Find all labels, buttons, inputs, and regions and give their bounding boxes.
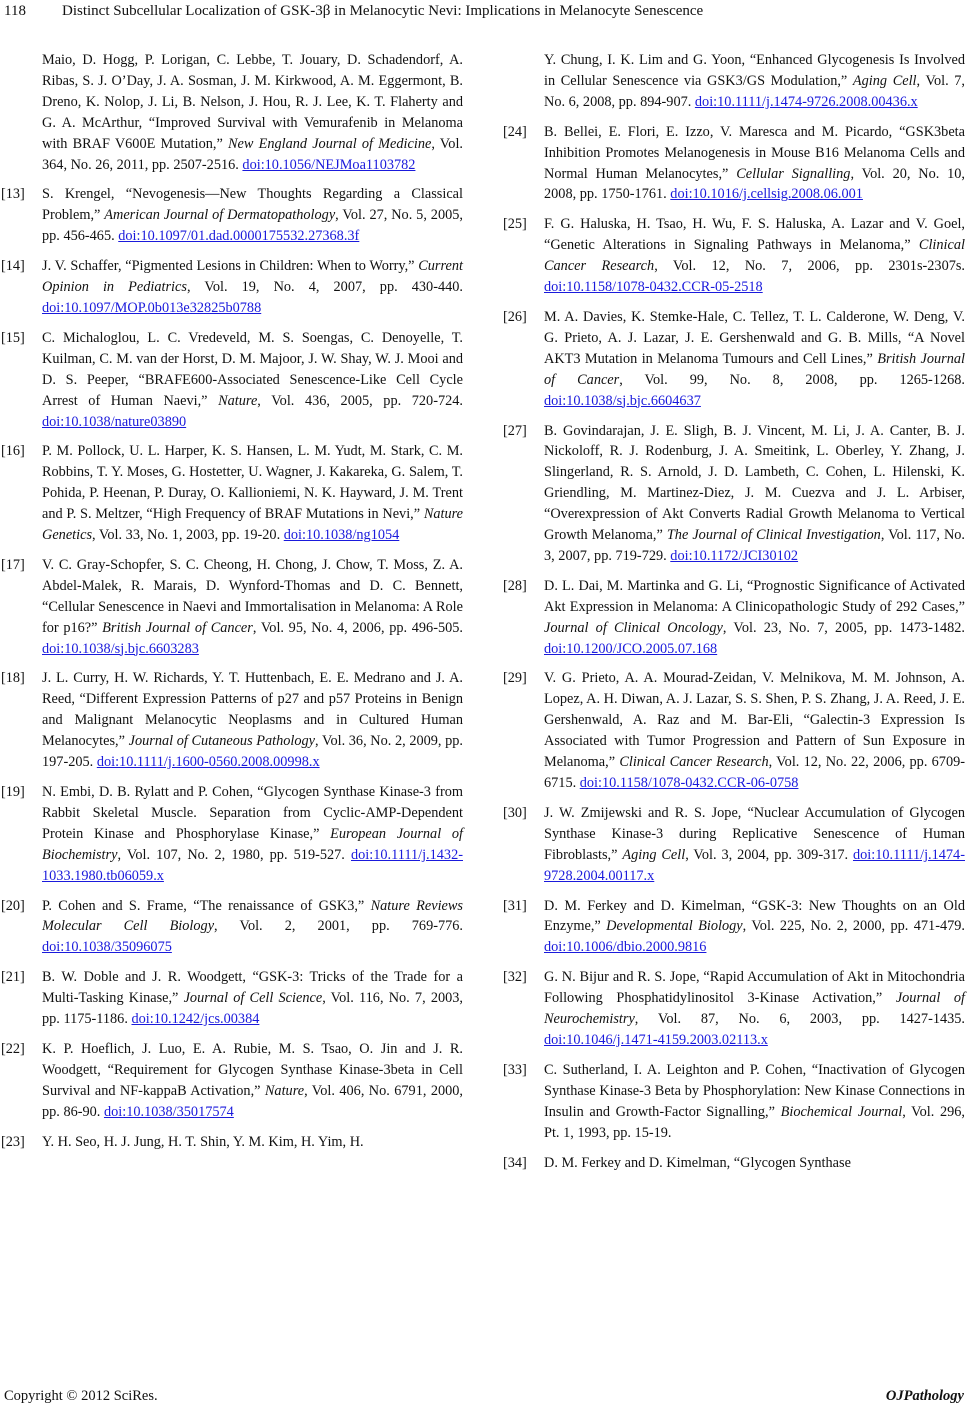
- doi-link[interactable]: doi:10.1200/JCO.2005.07.168: [544, 640, 718, 657]
- reference-entry: [1, 555, 463, 660]
- reference-text: [42, 782, 463, 887]
- right-column: [503, 50, 966, 1182]
- reference-text: [544, 896, 965, 959]
- reference-details: , Vol. 7, No. 6, 2008, pp. 894-907.: [544, 72, 965, 110]
- reference-entry: [1, 1039, 463, 1123]
- reference-number: [18]: [1, 670, 25, 687]
- reference-details: , Vol. 27, No. 5, 2005, pp. 456-465.: [42, 207, 463, 245]
- reference-details: , Vol. 12, No. 7, 2006, pp. 2301s-2307s.: [654, 258, 966, 275]
- reference-authors-title: J. W. Zmijewski and R. S. Jope, “Nuclear Accumulation of Glycogen Synthase Kinase-3 during Replicative Senescence of Human Fibroblasts,”: [544, 804, 965, 863]
- reference-number: [34]: [503, 1154, 527, 1171]
- reference-authors-title: V. G. Prieto, A. A. Mourad-Zeidan, V. Melnikova, M. M. Johnson, A. Lopez, A. H. Diwan, A. J. Lazar, S. S. Shen, P. S. Zhang, J. A. Reed, J. E. Gershenwald, A. Raz and M. Bar-Eli, “Galectin-3 Expression Is Associated with Tumor Progression and Pattern of Sun Exposure in Melanoma,”: [544, 670, 965, 771]
- reference-authors-title: D. M. Ferkey and D. Kimelman, “Glycogen Synthase: [544, 1154, 851, 1171]
- reference-details: , Vol. 2, 2001, pp. 769-776.: [214, 918, 463, 935]
- reference-source: Biochemical Journal: [780, 1103, 903, 1120]
- doi-link[interactable]: doi:10.1158/1078-0432.CCR-05-2518: [544, 279, 763, 296]
- reference-entry: [503, 307, 965, 412]
- reference-entry: [503, 122, 966, 206]
- reference-text: [544, 122, 965, 206]
- reference-source: Aging Cell: [852, 72, 917, 89]
- doi-link[interactable]: doi:10.1038/35017574: [103, 1103, 234, 1120]
- reference-number: [30]: [503, 804, 527, 821]
- reference-details: , Vol. 12, No. 22, 2006, pp. 6709-6715.: [544, 754, 966, 791]
- reference-number: [24]: [503, 123, 527, 140]
- reference-source: Clinical Cancer Research: [619, 754, 769, 771]
- doi-link[interactable]: doi:10.1038/nature03890: [42, 413, 187, 430]
- reference-text: [42, 441, 463, 546]
- reference-entry: [503, 967, 965, 1051]
- reference-details: , Vol. 364, No. 26, 2011, pp. 2507-2516.: [42, 135, 463, 173]
- reference-entry: [503, 803, 965, 887]
- reference-number: [33]: [503, 1061, 527, 1078]
- reference-authors-title: B. Bellei, E. Flori, E. Izzo, V. Maresca and M. Picardo, “GSK3beta Inhibition Promotes Melanogenesis in Mouse B16 Melanoma Cells and Normal Human Melanocytes,”: [544, 123, 965, 182]
- reference-entry: [503, 214, 966, 298]
- doi-link[interactable]: doi:10.1111/j.1474-9728.2004.00117.x: [544, 846, 965, 884]
- reference-entry: [1, 184, 463, 247]
- reference-text: [544, 1060, 965, 1144]
- reference-authors-title: B. W. Doble and J. R. Woodgett, “GSK-3: Tricks of the Trade for a Multi-Tasking Kinase,”: [42, 969, 463, 1007]
- reference-entry: [503, 896, 965, 959]
- reference-number: [13]: [1, 186, 25, 203]
- reference-number: [29]: [503, 670, 527, 687]
- running-title: Distinct Subcellular Localization of GSK-3β in Melanocytic Nevi: Implications in Melanocyte Senescence: [62, 3, 704, 19]
- reference-entry: [1, 782, 464, 887]
- reference-text: [544, 50, 965, 113]
- reference-source: American Journal of Dermatopathology: [104, 207, 336, 224]
- reference-authors-title: P. Cohen and S. Frame, “The renaissance of GSK3,”: [42, 897, 371, 914]
- reference-authors-title: S. Krengel, “Nevogenesis—New Thoughts Regarding a Classical Problem,”: [42, 186, 463, 224]
- reference-details: , Vol. 99, No. 8, 2008, pp. 1265-1268.: [619, 371, 965, 388]
- reference-text: [544, 307, 965, 412]
- reference-authors-title: G. N. Bijur and R. S. Jope, “Rapid Accumulation of Akt in Mitochondria Following Phosphatidylinositol 3-Kinase Activation,”: [544, 969, 965, 1007]
- doi-link[interactable]: doi:10.1111/j.1432-1033.1980.tb06059.x: [42, 846, 463, 884]
- reference-authors-title: K. P. Hoeflich, J. Luo, E. A. Rubie, M. S. Tsao, O. Jin and J. R. Woodgett, “Requirement for Glycogen Synthase Kinase-3beta in Cell Survival and NF-kappaB Activation,”: [42, 1040, 463, 1099]
- doi-link[interactable]: doi:10.1056/NEJMoa1103782: [242, 156, 416, 173]
- doi-link[interactable]: doi:10.1172/JCI30102: [670, 547, 799, 564]
- doi-link[interactable]: doi:10.1046/j.1471-4159.2003.02113.x: [544, 1031, 768, 1048]
- reference-text: [42, 256, 463, 319]
- reference-text: [544, 576, 965, 660]
- reference-number: [14]: [1, 258, 25, 275]
- reference-authors-title: Y. H. Seo, H. J. Jung, H. T. Shin, Y. M. Kim, H. Yim, H.: [42, 1133, 364, 1150]
- reference-details: , Vol. 3, 2004, pp. 309-317.: [685, 846, 853, 863]
- reference-details: , Vol. 23, No. 7, 2005, pp. 1473-1482.: [722, 619, 966, 636]
- reference-entry: [503, 1153, 965, 1174]
- reference-entry: [1, 328, 463, 433]
- reference-entry: [503, 576, 966, 660]
- reference-source: Journal of Clinical Oncology: [544, 619, 723, 636]
- reference-source: Developmental Biology: [606, 918, 743, 935]
- reference-source: Aging Cell: [622, 846, 686, 863]
- reference-text: [544, 803, 965, 887]
- reference-text: [42, 184, 463, 247]
- reference-entry: [1, 256, 463, 319]
- reference-source: Journal of Cutaneous Pathology: [128, 733, 316, 750]
- reference-details: , Vol. 296, Pt. 1, 1993, pp. 15-19.: [544, 1103, 965, 1141]
- reference-entry: [1, 896, 463, 959]
- reference-text: [544, 421, 965, 567]
- reference-number: [25]: [503, 216, 527, 233]
- reference-text: [42, 328, 463, 433]
- doi-link[interactable]: doi:10.1111/j.1600-0560.2008.00998.x: [96, 754, 320, 771]
- reference-number: [19]: [1, 784, 25, 800]
- doi-link[interactable]: doi:10.1097/01.dad.0000175532.27368.3f: [118, 228, 360, 245]
- doi-link[interactable]: doi:10.1038/35096075: [42, 939, 172, 956]
- reference-authors-title: B. Govindarajan, J. E. Sligh, B. J. Vincent, M. Li, J. A. Canter, B. J. Nickoloff, R. J. Rodenburg, J. A. Smeitink, L. Oberley, Y. Zhang, J. Slingerland, R. S. Arnold, J. D. Lambeth, C. Cohen, L. Hilenski, K. Griendling, M. Martinez-Diez, J. M. Cuezva and J. L. Arbiser, “Overexpression of Akt Converts Radial Growth Melanoma to Vertical Growth Melanoma,”: [544, 422, 965, 544]
- page-number: 118: [4, 3, 26, 19]
- reference-entry: [503, 668, 966, 793]
- reference-source: New England Journal of Medicine: [228, 135, 432, 152]
- reference-details: , Vol. 225, No. 2, 2000, pp. 471-479.: [742, 918, 965, 935]
- doi-link[interactable]: doi:10.1038/sj.bjc.6603283: [42, 640, 199, 657]
- reference-source: Journal of Neurochemistry: [544, 990, 965, 1028]
- reference-text: [42, 668, 463, 773]
- reference-number: [26]: [503, 308, 527, 325]
- reference-authors-title: C. Michaloglou, L. C. Vredeveld, M. S. Soengas, C. Denoyelle, T. Kuilman, C. M. van der Horst, D. M. Majoor, J. W. Shay, W. J. Mooi and D. S. Peeper, “BRAFE600-Associated Senescence-Like Cell Cycle Arrest of Human Naevi,”: [42, 329, 463, 409]
- reference-details: , Vol. 87, No. 6, 2003, pp. 1427-1435.: [634, 1011, 965, 1028]
- doi-link[interactable]: doi:10.1111/j.1474-9726.2008.00436.x: [694, 93, 918, 110]
- reference-details: , Vol. 117, No. 3, 2007, pp. 719-729.: [544, 527, 965, 564]
- left-column: [1, 50, 464, 1162]
- reference-entry: [42, 50, 463, 175]
- reference-source: Current Opinion in Pediatrics: [42, 258, 463, 296]
- reference-entry: [544, 50, 965, 113]
- reference-entry: [503, 1060, 965, 1144]
- reference-source: British Journal of Cancer: [544, 350, 965, 388]
- reference-source: British Journal of Cancer: [102, 619, 253, 636]
- page-header: [0, 0, 969, 28]
- reference-number: [31]: [503, 897, 527, 914]
- reference-details: , Vol. 36, No. 2, 2009, pp. 197-205.: [42, 733, 463, 771]
- reference-details: , Vol. 33, No. 1, 2003, pp. 19-20.: [92, 527, 284, 544]
- reference-entry: [1, 668, 463, 773]
- reference-details: , Vol. 406, No. 6791, 2000, pp. 86-90.: [42, 1082, 463, 1120]
- reference-number: [32]: [503, 969, 527, 986]
- reference-details: , Vol. 107, No. 2, 1980, pp. 519-527.: [117, 846, 351, 863]
- reference-authors-title: M. A. Davies, K. Stemke-Hale, C. Tellez, T. L. Calderone, W. Deng, V. G. Prieto, A. J. Lazar, J. E. Gershenwald and G. B. Mills, “A Novel AKT3 Mutation in Melanoma Tumours and Cell Lines,”: [544, 308, 965, 367]
- reference-text: [42, 555, 463, 660]
- copyright-notice: Copyright © 2012 SciRes.: [4, 1388, 158, 1404]
- reference-text: [42, 1132, 463, 1153]
- reference-number: [28]: [503, 577, 527, 594]
- reference-source: Nature Reviews Molecular Cell Biology: [42, 897, 463, 935]
- reference-authors-title: P. M. Pollock, U. L. Harper, K. S. Hansen, L. M. Yudt, M. Stark, C. M. Robbins, T. Y. Moses, G. Hostetter, U. Wagner, J. Kakareka, G. Salem, T. Pohida, P. Heenan, P. Duray, O. Kallioniemi, N. K. Hayward, J. M. Trent and P. S. Meltzer, “High Frequency of BRAF Mutations in Nevi,”: [42, 443, 463, 523]
- reference-number: [21]: [1, 969, 25, 986]
- reference-source: Cellular Signalling: [736, 165, 851, 182]
- reference-details: , Vol. 20, No. 10, 2008, pp. 1750-1761.: [544, 165, 966, 203]
- reference-number: [23]: [1, 1133, 25, 1150]
- reference-details: , Vol. 116, No. 7, 2003, pp. 1175-1186.: [42, 990, 463, 1028]
- reference-source: Nature: [218, 392, 258, 409]
- reference-authors-title: N. Embi, D. B. Rylatt and P. Cohen, “Glycogen Synthase Kinase-3 from Rabbit Skeletal Muscle. Separation from Cyclic-AMP-Dependent Protein Kinase and Phosphorylase Kinase,”: [42, 784, 463, 842]
- doi-link[interactable]: doi:10.1038/sj.bjc.6604637: [544, 392, 701, 409]
- reference-source: Nature: [264, 1082, 305, 1099]
- doi-link[interactable]: doi:10.1038/ng1054: [283, 527, 400, 544]
- doi-link[interactable]: doi:10.1016/j.cellsig.2008.06.001: [670, 186, 863, 203]
- reference-details: , Vol. 436, 2005, pp. 720-724.: [257, 392, 463, 409]
- reference-number: [20]: [1, 897, 25, 914]
- reference-authors-title: D. M. Ferkey and D. Kimelman, “GSK-3: New Thoughts on an Old Enzyme,”: [544, 897, 965, 935]
- reference-source: Clinical Cancer Research: [544, 237, 965, 275]
- reference-text: [544, 668, 965, 793]
- reference-authors-title: C. Sutherland, I. A. Leighton and P. Cohen, “Inactivation of Glycogen Synthase Kinase-3 Beta by Phosphorylation: New Kinase Connections in Insulin and Growth-Factor Signalling,”: [544, 1061, 965, 1120]
- reference-text: [544, 1153, 965, 1174]
- reference-authors-title: Y. Chung, I. K. Lim and G. Yoon, “Enhanced Glycogenesis Is Involved in Cellular Senescence via GSK3/GS Modulation,”: [544, 52, 965, 89]
- doi-link[interactable]: doi:10.1097/MOP.0b013e32825b0788: [42, 299, 262, 316]
- reference-text: [42, 50, 463, 175]
- reference-entry: [1, 967, 463, 1030]
- reference-number: [16]: [1, 443, 25, 460]
- reference-authors-title: V. C. Gray-Schopfer, S. C. Cheong, H. Chong, J. Chow, T. Moss, Z. A. Abdel-Malek, R. Marais, D. Wynford-Thomas and D. C. Bennett, “Cellular Senescence in Naevi and Immortalisation in Melanoma: A Role for p16?”: [42, 556, 463, 636]
- reference-number: [17]: [1, 556, 25, 573]
- reference-entry: [1, 1132, 463, 1153]
- reference-number: [15]: [1, 329, 25, 346]
- reference-text: [544, 214, 965, 298]
- journal-name: OJPathology: [885, 1388, 964, 1404]
- reference-number: [27]: [503, 422, 527, 439]
- reference-details: , Vol. 19, No. 4, 2007, pp. 430-440.: [186, 279, 463, 296]
- reference-entry: [503, 421, 965, 567]
- reference-authors-title: J. V. Schaffer, “Pigmented Lesions in Children: When to Worry,”: [42, 258, 419, 275]
- reference-source: Journal of Cell Science: [183, 990, 323, 1007]
- reference-text: [42, 1039, 463, 1123]
- page-footer: [0, 1388, 969, 1410]
- reference-details: , Vol. 95, No. 4, 2006, pp. 496-505.: [252, 619, 463, 636]
- reference-number: [22]: [1, 1040, 25, 1057]
- reference-source: European Journal of Biochemistry: [42, 825, 464, 863]
- reference-text: [42, 967, 463, 1030]
- reference-authors-title: D. L. Dai, M. Martinka and G. Li, “Prognostic Significance of Activated Akt Expression in Melanoma: A Clinicopathologic Study of 292 Cases,”: [544, 577, 965, 615]
- reference-authors-title: Maio, D. Hogg, P. Lorigan, C. Lebbe, T. Jouary, D. Schadendorf, A. Ribas, S. J. O’Day, J. A. Sosman, J. M. Kirkwood, A. M. Eggermont, B. Dreno, K. Nolop, J. Li, B. Nelson, J. Hou, R. J. Lee, K. T. Flaherty and G. A. McArthur, “Improved Survival with Vemurafenib in Melanoma with BRAF V600E Mutation,”: [42, 52, 463, 152]
- reference-text: [42, 896, 463, 959]
- doi-link[interactable]: doi:10.1006/dbio.2000.9816: [544, 939, 707, 956]
- reference-authors-title: J. L. Curry, H. W. Richards, Y. T. Huttenbach, E. E. Medrano and J. A. Reed, “Different Expression Patterns of p27 and p57 Proteins in Benign and Malignant Melanocytic Neoplasms and in Cultured Human Melanocytes,”: [42, 670, 463, 750]
- reference-text: [544, 967, 965, 1051]
- reference-source: Nature Genetics: [42, 506, 463, 544]
- doi-link[interactable]: doi:10.1242/jcs.00384: [131, 1011, 260, 1028]
- reference-entry: [1, 441, 463, 546]
- reference-source: The Journal of Clinical Investigation: [666, 527, 881, 544]
- doi-link[interactable]: doi:10.1158/1078-0432.CCR-06-0758: [579, 775, 799, 791]
- reference-authors-title: F. G. Haluska, H. Tsao, H. Wu, F. S. Haluska, A. Lazar and V. Goel, “Genetic Alterations in Signaling Pathways in Melanoma,”: [544, 216, 965, 254]
